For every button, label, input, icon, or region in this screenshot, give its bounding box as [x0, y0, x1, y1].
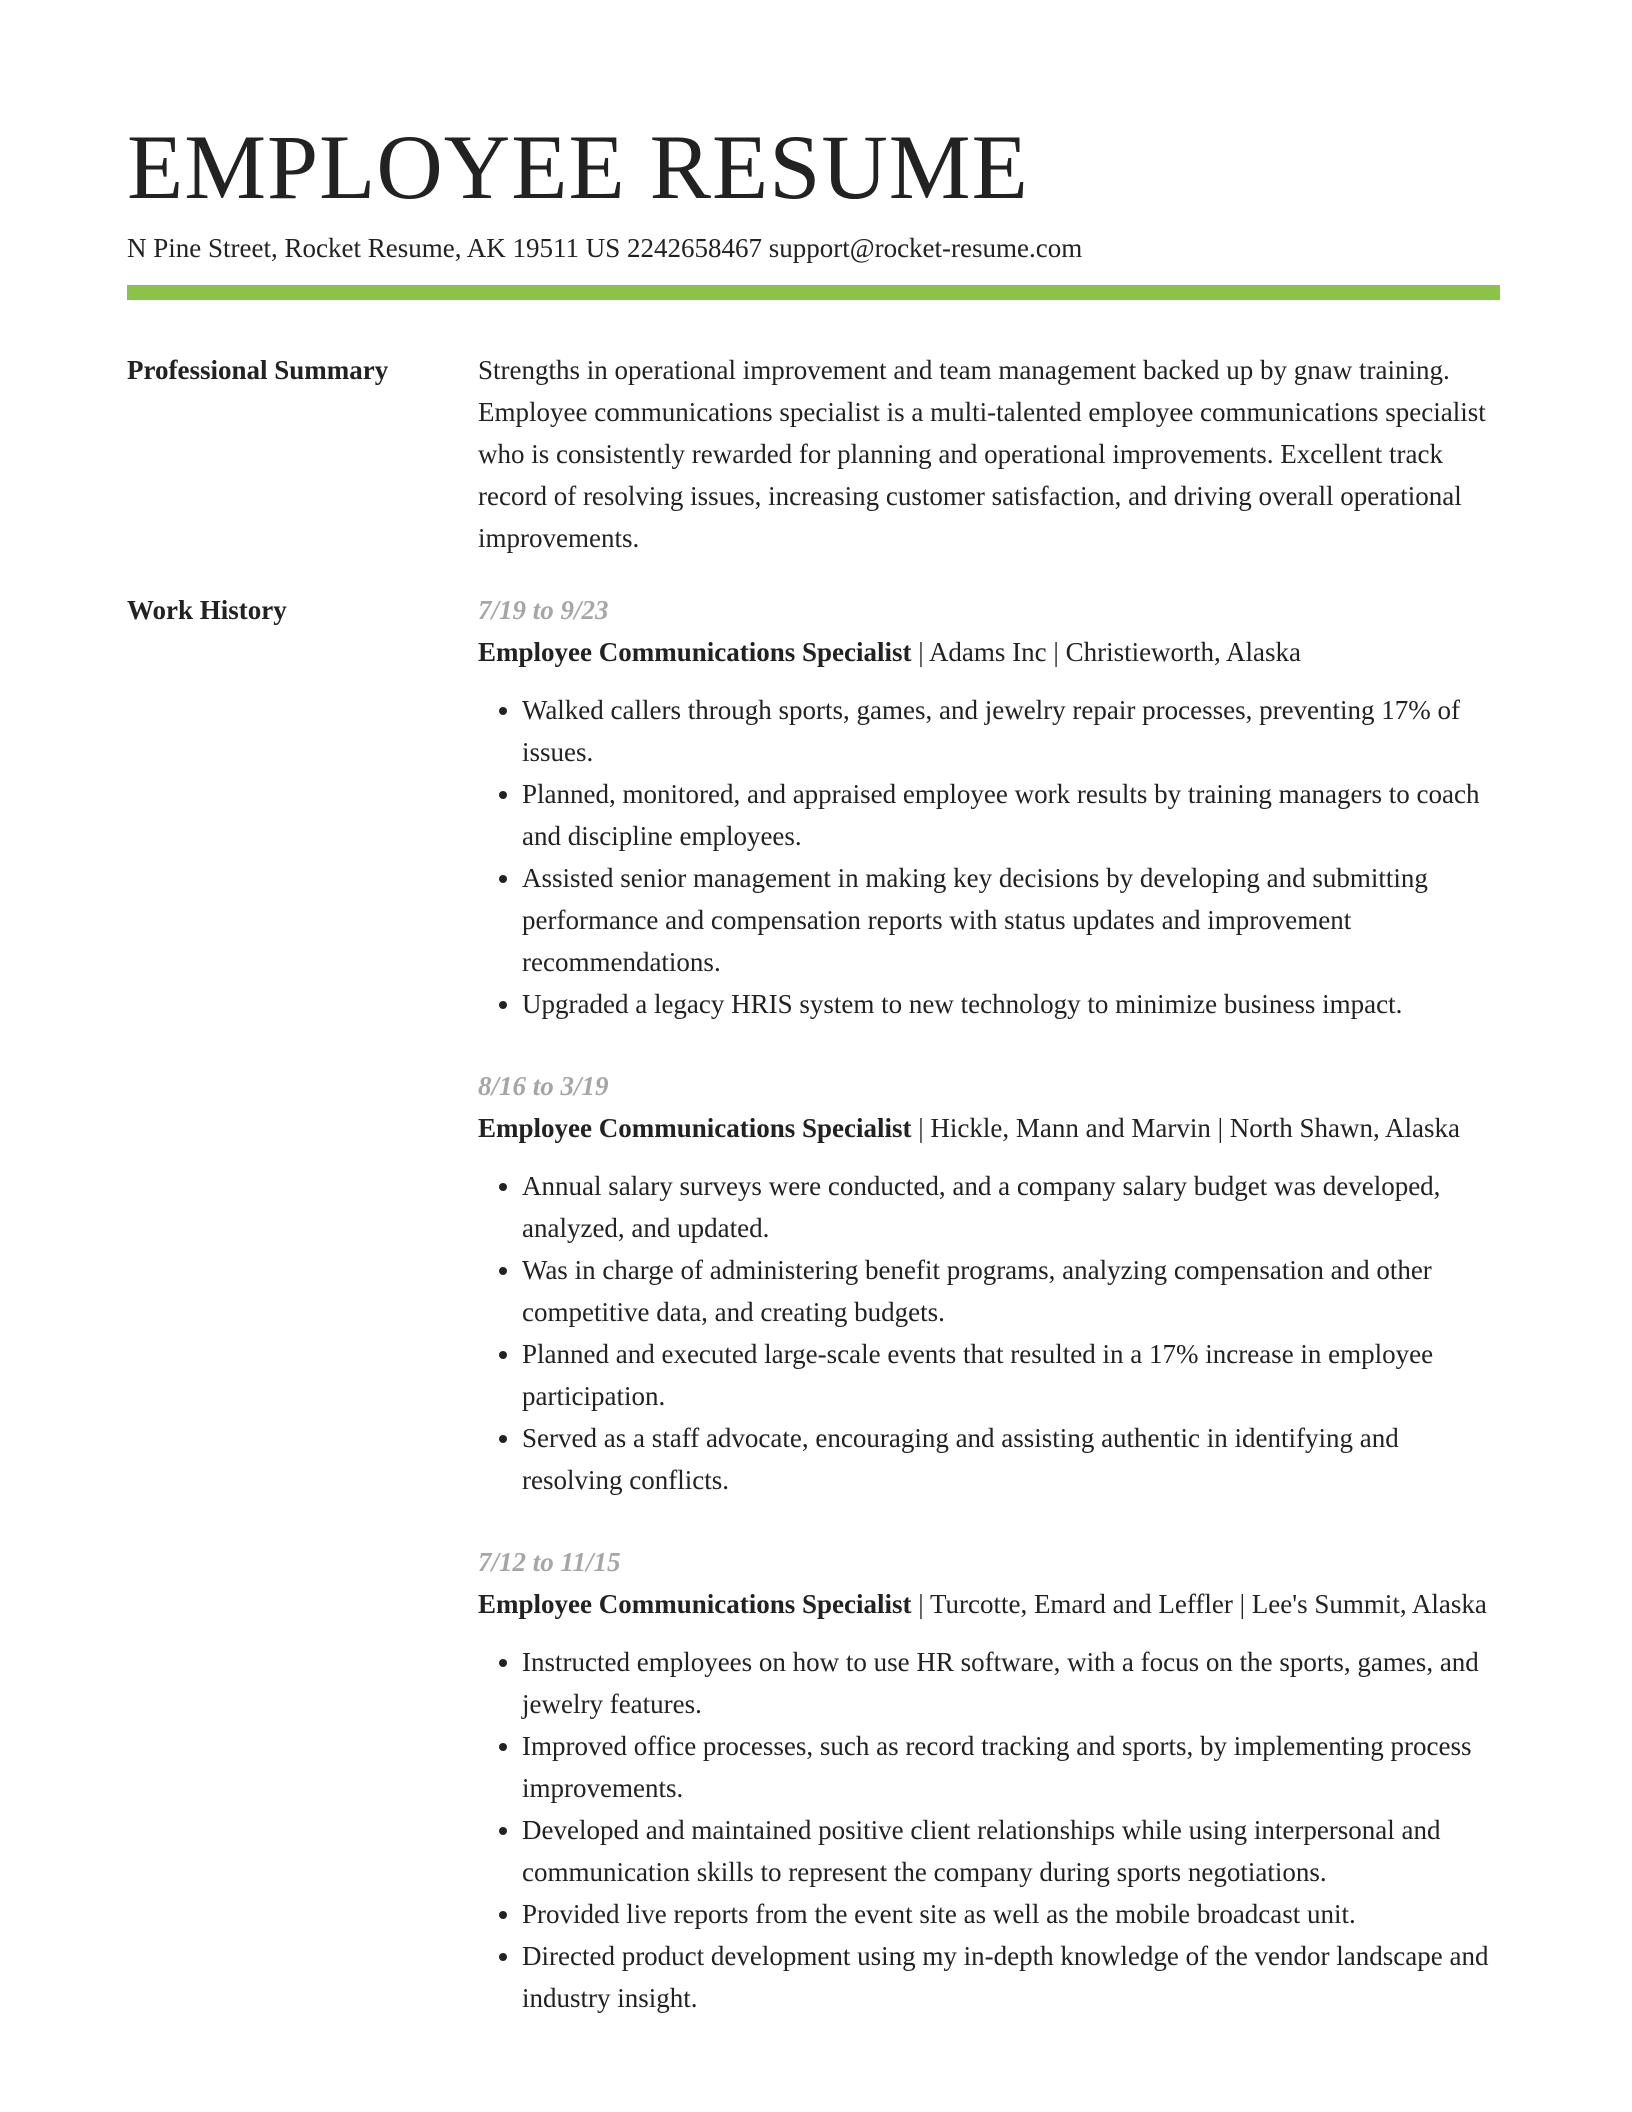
job-bullet: • Was in charge of administering benefit programs, analyzing compensation and other competitive data, and creating budgets.: [522, 1249, 1500, 1333]
job-separator: |: [918, 637, 924, 667]
job-location: Lee's Summit, Alaska: [1251, 1589, 1487, 1619]
job-bullet: • Improved office processes, such as record tracking and sports, by implementing process improvements.: [522, 1725, 1500, 1809]
job-heading: [478, 1107, 1500, 1149]
job-entry: [478, 1065, 1500, 1501]
job-bullet: • Assisted senior management in making key decisions by developing and submitting performance and compensation reports with status updates and improvement recommendations.: [522, 857, 1500, 983]
section-label-professional-summary: Professional Summary: [127, 355, 389, 385]
job-title: Employee Communications Specialist: [478, 1589, 912, 1619]
professional-summary-section: [127, 349, 1500, 553]
job-heading: [478, 1583, 1500, 1625]
job-location: Christieworth, Alaska: [1065, 637, 1302, 667]
professional-summary-text: Strengths in operational improvement and team management backed up by gnaw training. Employee communications specialist is a multi-talented employee communications specialist who is consistently rewarded for planning and operational improvements. Excellent track record of resolving issues, increasing customer satisfaction, and driving overall operational improvements.: [478, 355, 1486, 553]
work-history-body: [478, 589, 1500, 2059]
job-bullet: • Instructed employees on how to use HR software, with a focus on the sports, games, and jewelry features.: [522, 1641, 1500, 1725]
accent-divider: [127, 285, 1500, 300]
job-bullet: • Provided live reports from the event site as well as the mobile broadcast unit.: [522, 1893, 1500, 1935]
job-company: Hickle, Mann and Marvin: [930, 1113, 1211, 1143]
job-bullet: • Walked callers through sports, games, and jewelry repair processes, preventing 17% of issues.: [522, 689, 1500, 773]
job-dates: 7/12 to 11/15: [478, 1547, 621, 1577]
job-entry: [478, 1541, 1500, 2019]
job-bullet: • Developed and maintained positive client relationships while using interpersonal and communication skills to represent the company during sports negotiations.: [522, 1809, 1500, 1893]
job-title: Employee Communications Specialist: [478, 637, 912, 667]
job-bullet: • Annual salary surveys were conducted, and a company salary budget was developed, analyzed, and updated.: [522, 1165, 1500, 1249]
job-bullet: • Upgraded a legacy HRIS system to new technology to minimize business impact.: [522, 983, 1500, 1025]
contact-line: N Pine Street, Rocket Resume, AK 19511 US 2242658467 support@rocket-resume.com: [127, 233, 1083, 263]
job-separator: |: [918, 1589, 924, 1619]
job-company: Adams Inc: [928, 637, 1047, 667]
job-bullet-list: [478, 689, 1500, 1025]
job-title: Employee Communications Specialist: [478, 1113, 912, 1143]
job-bullet-list: [478, 1641, 1500, 2019]
job-location: North Shawn, Alaska: [1229, 1113, 1460, 1143]
job-bullet: • Planned, monitored, and appraised employee work results by training managers to coach and discipline employees.: [522, 773, 1500, 857]
job-company: Turcotte, Emard and Leffler: [929, 1589, 1233, 1619]
job-separator: |: [1053, 637, 1059, 667]
professional-summary-body: [478, 349, 1500, 559]
job-separator: |: [1239, 1589, 1245, 1619]
job-dates: 7/19 to 9/23: [478, 595, 609, 625]
job-bullet: • Served as a staff advocate, encouraging and assisting authentic in identifying and resolving conflicts.: [522, 1417, 1500, 1501]
resume-title: EMPLOYEE RESUME: [127, 116, 1029, 218]
job-separator: |: [918, 1113, 924, 1143]
job-entry: [478, 589, 1500, 1025]
job-separator: |: [1217, 1113, 1224, 1143]
job-bullet: • Directed product development using my in-depth knowledge of the vendor landscape and industry insight.: [522, 1935, 1500, 2019]
section-label-work-history: Work History: [127, 595, 287, 625]
job-bullet-list: [478, 1165, 1500, 1501]
job-bullet: • Planned and executed large-scale events that resulted in a 17% increase in employee participation.: [522, 1333, 1500, 1417]
job-dates: 8/16 to 3/19: [478, 1071, 609, 1101]
job-heading: [478, 631, 1500, 673]
